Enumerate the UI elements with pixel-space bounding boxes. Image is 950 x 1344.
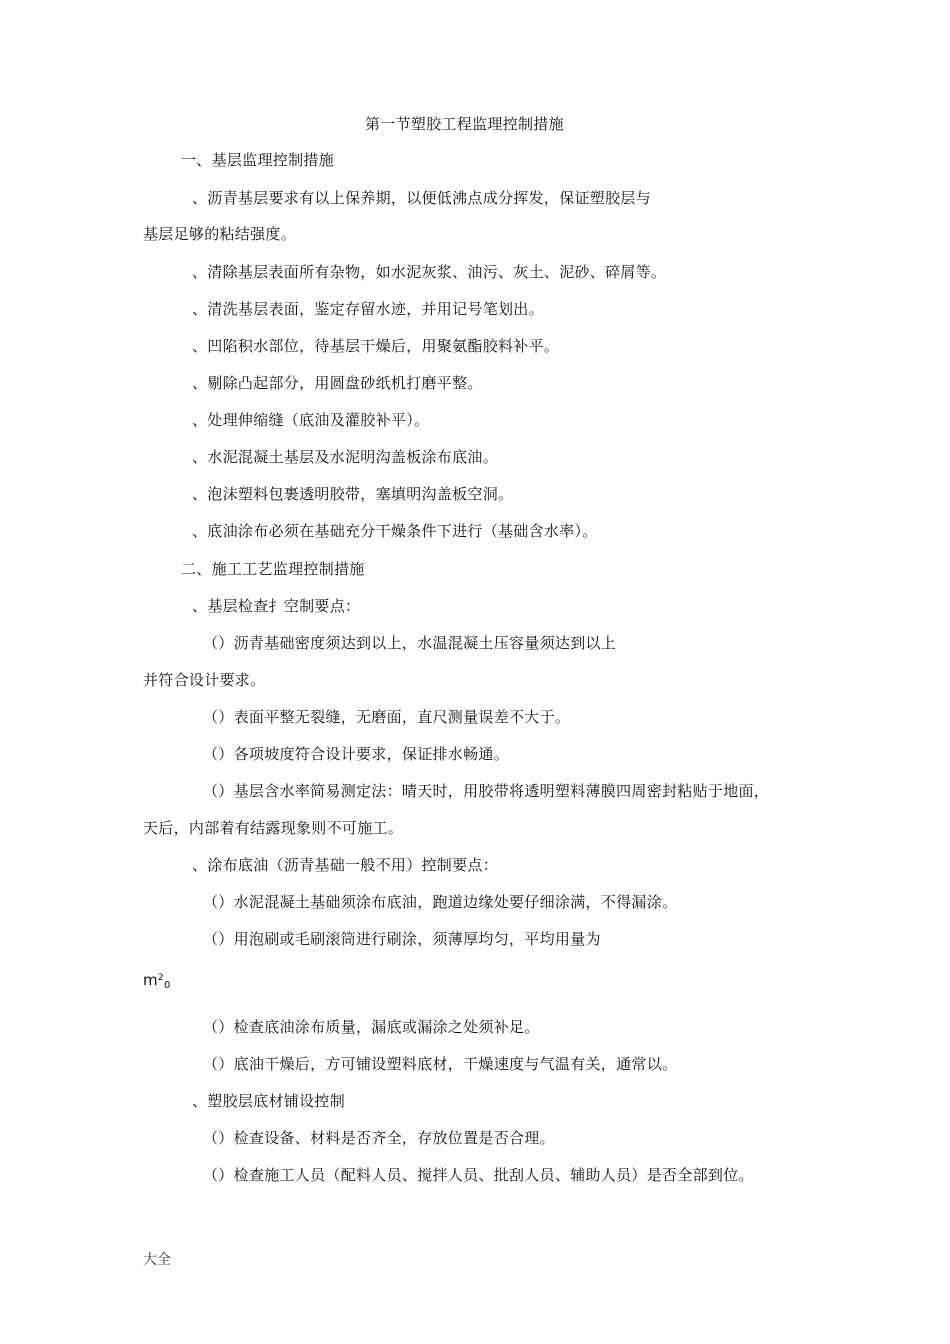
paragraph-line: （）基层含水率简易测定法：晴天时，用胶带将透明塑料薄膜四周密封粘贴于地面， [203, 782, 770, 800]
list-item: （）底油干燥后，方可铺设塑料底材，干燥速度与气温有关，通常以。 [203, 1055, 678, 1073]
list-item: （）表面平整无裂缝，无磨面，直尺测量误差不大于。 [203, 708, 571, 726]
paragraph-line: 、沥青基层要求有以上保养期，以便低沸点成分挥发，保证塑胶层与 [192, 189, 652, 207]
paragraph-line: （）用泡刷或毛刷滚筒进行刷涂，须薄厚均匀，平均用量为 [203, 930, 601, 948]
list-item: （）检查施工人员（配料人员、搅拌人员、批刮人员、辅助人员）是否全部到位。 [203, 1166, 754, 1184]
unit-subscript: 0 [163, 980, 171, 991]
list-item: 、清除基层表面所有杂物，如水泥灰浆、油污、灰土、泥砂、碎屑等。 [192, 263, 667, 281]
page-title: 第一节塑胶工程监理控制措施 [365, 115, 564, 133]
subsection-heading: 、涂布底油（沥青基础一般不用）控制要点： [192, 856, 499, 874]
paragraph-line: 基层足够的粘结强度。 [143, 225, 297, 243]
section-heading-1: 一、基层监理控制措施 [181, 151, 335, 169]
list-item: （）各项坡度符合设计要求，保证排水畅通。 [203, 745, 510, 763]
list-item: 、底油涂布必须在基础充分干燥条件下进行（基础含水率）。 [192, 522, 598, 540]
unit-base: m [143, 971, 158, 989]
list-item: （）检查设备、材料是否齐全，存放位置是否合理。 [203, 1129, 555, 1147]
paragraph-line: 天后，内部着有结露现象则不可施工。 [143, 819, 404, 837]
list-item: 、凹陷积水部位，待基层干燥后，用聚氨酯胶料补平。 [192, 337, 560, 355]
list-item: （）检查底油涂布质量，漏底或漏涂之处须补足。 [203, 1018, 540, 1036]
unit-text [143, 970, 171, 993]
list-item: 、剔除凸起部分，用圆盘砂纸机打磨平整。 [192, 374, 483, 392]
unit-superscript: 2 [157, 973, 164, 983]
paragraph-line: （）沥青基础密度须达到以上，水温混凝土压容量须达到以上 [203, 634, 617, 652]
list-item: 、清洗基层表面，鉴定存留水迹，并用记号笔划出。 [192, 300, 544, 318]
subsection-heading: 、基层检查扌空制要点： [192, 597, 361, 615]
list-item: 、泡沫塑料包裹透明胶带，塞填明沟盖板空洞。 [192, 485, 514, 503]
section-heading-2: 二、施工工艺监理控制措施 [181, 560, 365, 578]
page-footer: 大全 [143, 1252, 171, 1268]
list-item: 、处理伸缩缝（底油及灌胶补平）。 [192, 411, 430, 429]
list-item: 、水泥混凝土基层及水泥明沟盖板涂布底油。 [192, 448, 499, 466]
subsection-heading: 、塑胶层底材铺设控制 [192, 1092, 346, 1110]
list-item: （）水泥混凝土基础须涂布底油，跑道边缘处要仔细涂满，不得漏涂。 [203, 893, 678, 911]
paragraph-line: 并符合设计要求。 [143, 671, 266, 689]
